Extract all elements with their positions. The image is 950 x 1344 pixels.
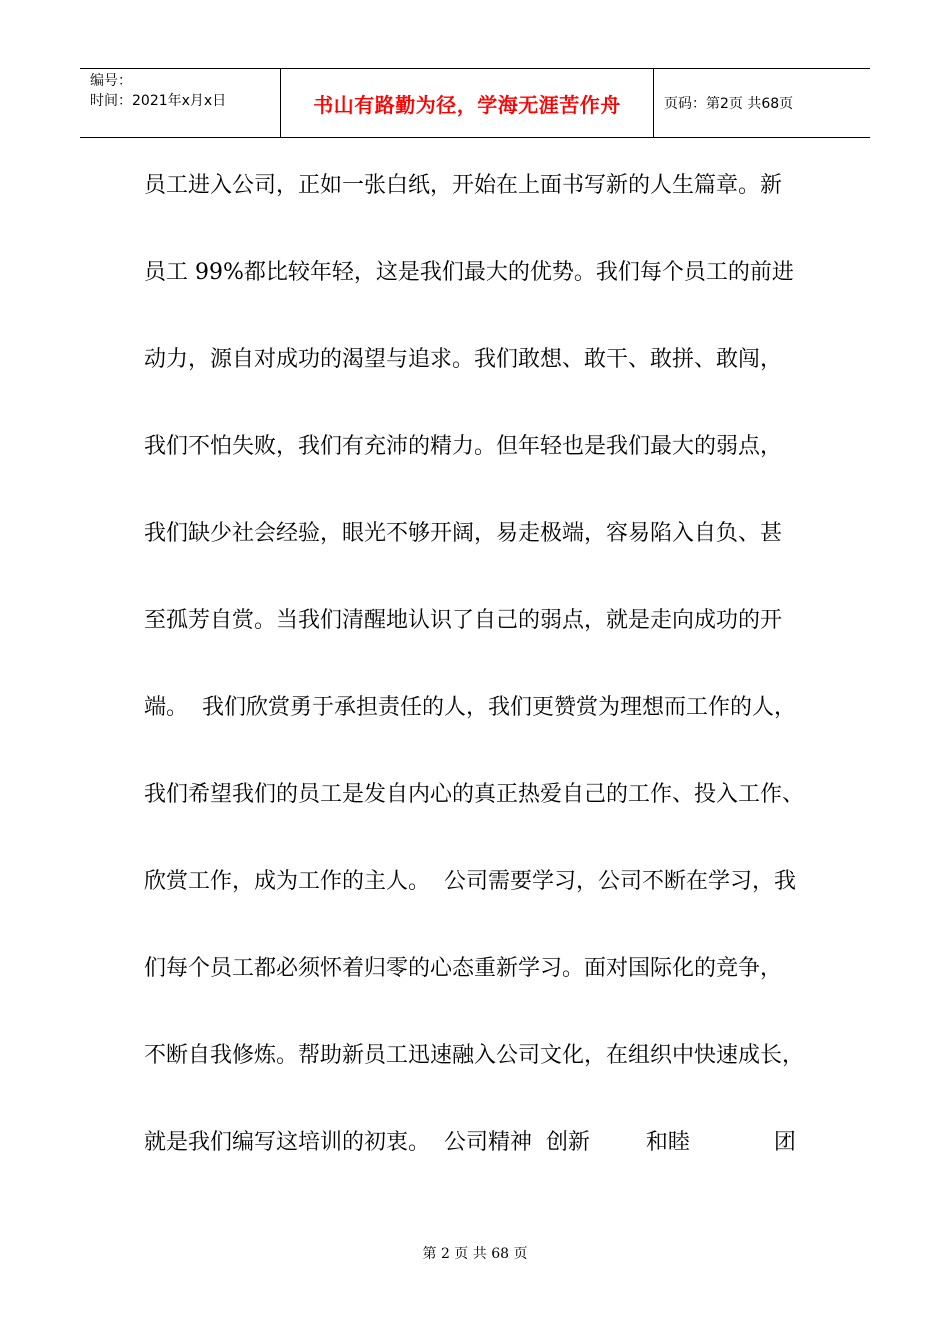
header-meta-cell bbox=[80, 69, 281, 137]
serial-label: 编号： bbox=[90, 73, 132, 89]
body-line: 我们不怕失败，我们有充沛的精力。但年轻也是我们最大的弱点， bbox=[144, 434, 783, 459]
body-line: 我们希望我们的员工是发自内心的真正热爱自己的工作、投入工作、 bbox=[144, 782, 805, 807]
time-label: 时间：2021年x月x日 bbox=[90, 93, 227, 109]
page-footer: 第 2 页 共 68 页 bbox=[422, 1246, 528, 1262]
body-line: 我们缺少社会经验，眼光不够开阔，易走极端，容易陷入自负、甚 bbox=[144, 521, 783, 546]
body-line: 动力，源自对成功的渴望与追求。我们敢想、敢干、敢拼、敢闯， bbox=[144, 347, 783, 372]
body-line: 欣赏工作，成为工作的主人。 公司需要学习，公司不断在学习，我 bbox=[144, 869, 796, 894]
body-line: 不断自我修炼。帮助新员工迅速融入公司文化，在组织中快速成长， bbox=[144, 1043, 805, 1068]
body-line: 们每个员工都必须怀着归零的心态重新学习。面对国际化的竞争， bbox=[144, 956, 783, 981]
header-page-cell bbox=[654, 69, 870, 137]
header-motto-cell bbox=[281, 69, 654, 137]
motto-text: 书山有路勤为径，学海无涯苦作舟 bbox=[313, 92, 621, 117]
page-header bbox=[80, 68, 870, 138]
body-line: 至孤芳自赏。当我们清醒地认识了自己的弱点，就是走向成功的开 bbox=[144, 608, 783, 633]
body-line: 员工进入公司，正如一张白纸，开始在上面书写新的人生篇章。新 bbox=[144, 173, 783, 198]
header-page-info: 页码：第2页 共68页 bbox=[664, 96, 794, 112]
document-body bbox=[144, 160, 844, 1204]
body-line: 就是我们编写这培训的初衷。 公司精神 创新 和睦 团 bbox=[144, 1130, 796, 1155]
body-line: 端。 我们欣赏勇于承担责任的人，我们更赞赏为理想而工作的人， bbox=[144, 695, 796, 720]
body-line: 员工 99%都比较年轻，这是我们最大的优势。我们每个员工的前进 bbox=[144, 260, 794, 285]
